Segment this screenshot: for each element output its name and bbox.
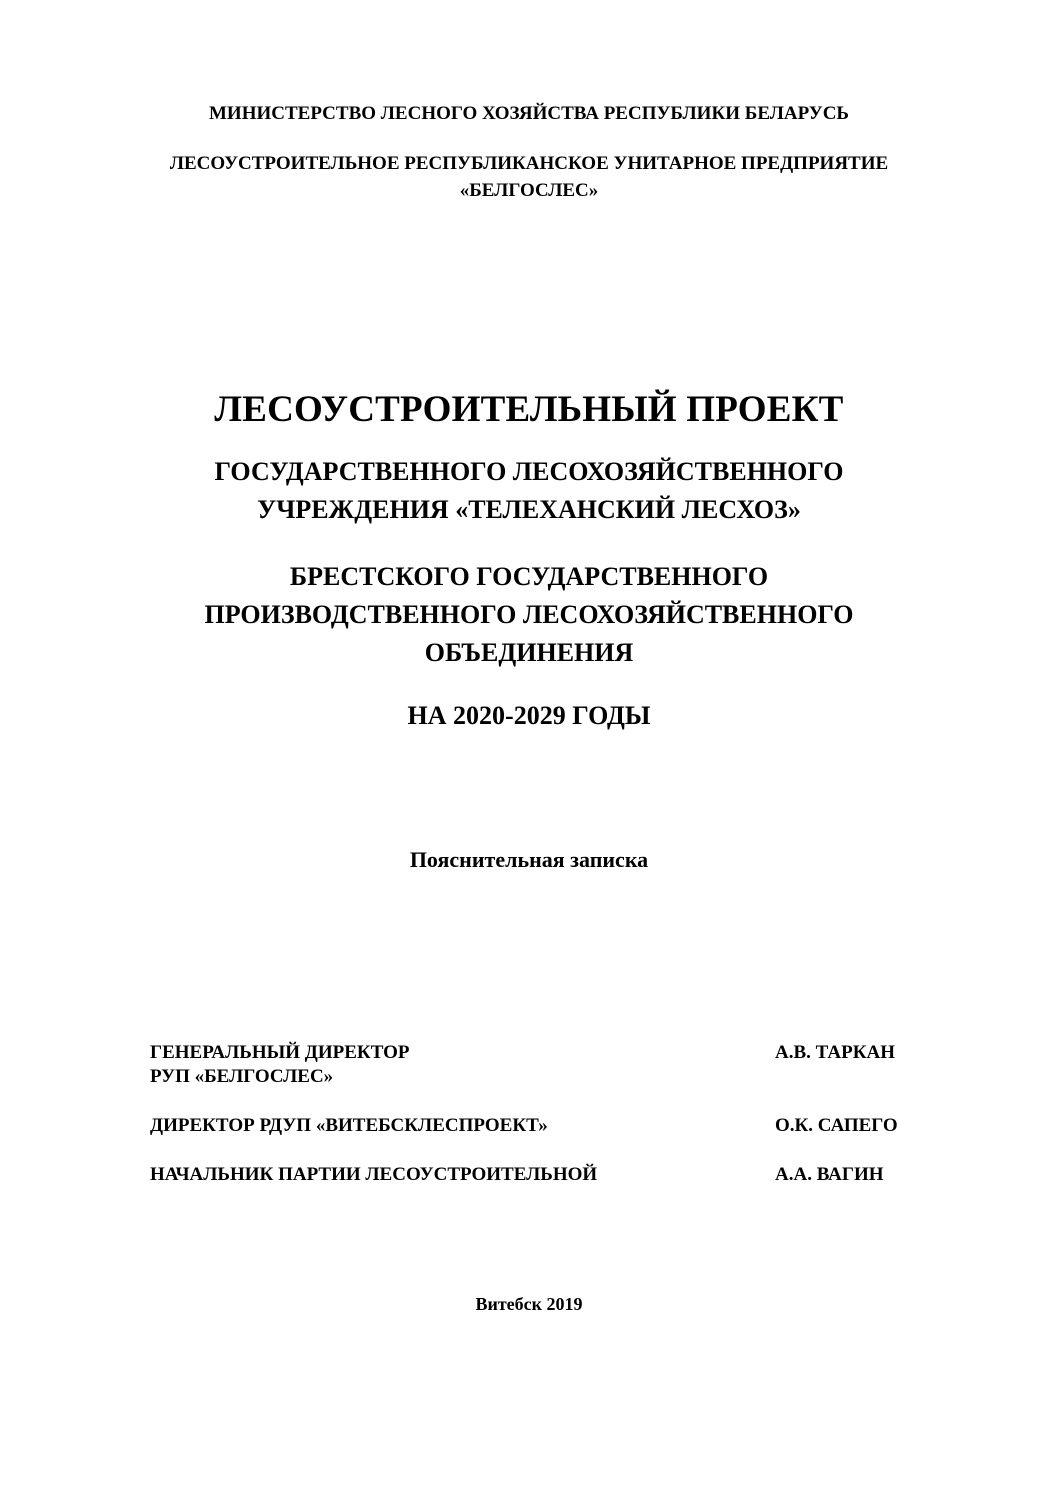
city-year: Витебск 2019 [475,1294,583,1314]
document-title: ЛЕСОУСТРОИТЕЛЬНЫЙ ПРОЕКТ [214,389,844,430]
signatory-position: НАЧАЛЬНИК ПАРТИИ ЛЕСОУСТРОИТЕЛЬНОЙ [150,1164,598,1185]
association-line1: БРЕСТСКОГО ГОСУДАРСТВЕННОГО [289,562,769,591]
institution-line2: УЧРЕЖДЕНИЯ «ТЕЛЕХАНСКИЙ ЛЕСХОЗ» [257,495,801,524]
ministry-header: МИНИСТЕРСТВО ЛЕСНОГО ХОЗЯЙСТВА РЕСПУБЛИКИ БЕЛАРУСЬ [209,103,849,124]
institution-line1: ГОСУДАРСТВЕННОГО ЛЕСОХОЗЯЙСТВЕННОГО [214,457,844,486]
signatory-position-org: РУП «БЕЛГОСЛЕС» [150,1066,334,1087]
project-period: НА 2020-2029 ГОДЫ [407,701,651,730]
document-type: Пояснительная записка [409,847,649,872]
enterprise-header-line1: ЛЕСОУСТРОИТЕЛЬНОЕ РЕСПУБЛИКАНСКОЕ УНИТАРНОЕ ПРЕДПРИЯТИЕ [169,153,889,174]
association-line2: ПРОИЗВОДСТВЕННОГО ЛЕСОХОЗЯЙСТВЕННОГО [204,600,854,629]
signatory-position: ДИРЕКТОР РДУП «ВИТЕБСКЛЕСПРОЕКТ» [150,1115,548,1136]
association-line3: ОБЪЕДИНЕНИЯ [424,638,634,667]
signatory-name: А.А. ВАГИН [775,1164,884,1185]
signatory-name: А.В. ТАРКАН [775,1042,895,1063]
signatory-name: О.К. САПЕГО [775,1115,898,1136]
enterprise-header-line2: «БЕЛГОСЛЕС» [459,180,599,201]
signatory-position: ГЕНЕРАЛЬНЫЙ ДИРЕКТОР [150,1042,410,1063]
